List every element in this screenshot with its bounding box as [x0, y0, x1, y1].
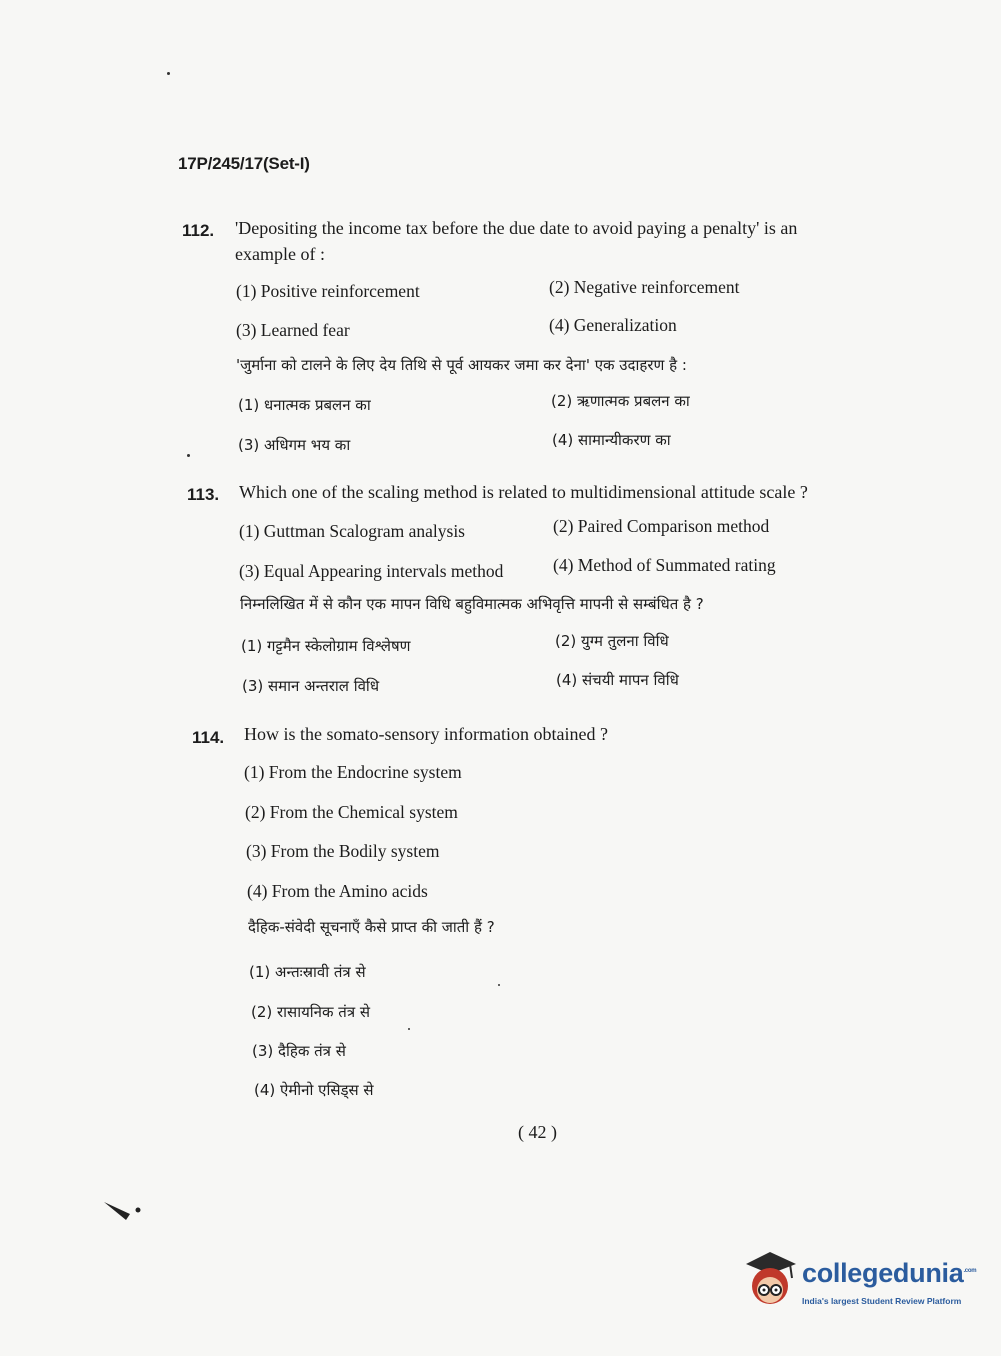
question-number: 114.: [192, 728, 225, 747]
hindi-option-1: (1) गट्टमैन स्केलोग्राम विश्लेषण: [241, 637, 411, 655]
scan-mark-icon: [102, 1198, 144, 1224]
question-text-line1: How is the somato-sensory information obtained ?: [244, 724, 608, 744]
page-number: ( 42 ): [518, 1122, 557, 1142]
hindi-question-text: 'जुर्माना को टालने के लिए देय तिथि से पूर्व आयकर जमा कर देना' एक उदाहरण है :: [236, 356, 687, 374]
question-text-line1: Which one of the scaling method is related to multidimensional attitude scale ?: [239, 482, 808, 502]
hindi-option-1: (1) अन्तःस्रावी तंत्र से: [249, 963, 366, 981]
option-2: (2) Negative reinforcement: [549, 277, 740, 297]
option-1: (1) Guttman Scalogram analysis: [239, 521, 465, 541]
option-4: (4) From the Amino acids: [247, 881, 428, 901]
hindi-option-4: (4) ऐमीनो एसिड्स से: [254, 1081, 374, 1099]
brand-name: collegedunia$^{.com}$: [802, 1258, 977, 1288]
option-4: (4) Generalization: [549, 315, 677, 335]
scan-speck: [187, 454, 190, 457]
hindi-option-4: (4) सामान्यीकरण का: [552, 431, 671, 449]
brand-tagline: India's largest Student Review Platform: [802, 1296, 962, 1306]
option-1: (1) From the Endocrine system: [244, 762, 462, 782]
option-3: (3) From the Bodily system: [246, 841, 440, 861]
scan-speck: [167, 72, 170, 75]
option-3: (3) Equal Appearing intervals method: [239, 561, 504, 581]
question-number: 113.: [187, 485, 220, 504]
option-4: (4) Method of Summated rating: [553, 555, 776, 575]
hindi-question-text: दैहिक-संवेदी सूचनाएँ कैसे प्राप्त की जाती हैं ?: [248, 918, 495, 936]
mascot-icon: [740, 1250, 800, 1312]
option-2: (2) From the Chemical system: [245, 802, 458, 822]
scan-speck: [408, 1028, 410, 1030]
hindi-option-2: (2) युग्म तुलना विधि: [555, 632, 669, 650]
hindi-question-text: निम्नलिखित में से कौन एक मापन विधि बहुविमात्मक अभिवृत्ति मापनी से सम्बंधित है ?: [240, 595, 704, 613]
collegedunia-watermark: [740, 1250, 980, 1314]
option-3: (3) Learned fear: [236, 320, 350, 340]
hindi-option-4: (4) संचयी मापन विधि: [556, 671, 679, 689]
question-text-line2: example of :: [235, 244, 325, 264]
hindi-option-2: (2) ऋणात्मक प्रबलन का: [551, 392, 690, 410]
scan-speck: [498, 984, 500, 986]
question-number: 112.: [182, 221, 215, 240]
question-text-line1: 'Depositing the income tax before the due date to avoid paying a penalty' is an: [235, 218, 798, 238]
hindi-option-3: (3) दैहिक तंत्र से: [252, 1042, 346, 1060]
hindi-option-3: (3) समान अन्तराल विधि: [242, 677, 380, 695]
option-2: (2) Paired Comparison method: [553, 516, 770, 536]
option-1: (1) Positive reinforcement: [236, 281, 420, 301]
hindi-option-2: (2) रासायनिक तंत्र से: [251, 1003, 371, 1021]
hindi-option-1: (1) धनात्मक प्रबलन का: [238, 396, 371, 414]
hindi-option-3: (3) अधिगम भय का: [238, 436, 351, 454]
paper-code: 17P/245/17(Set-I): [178, 154, 310, 173]
